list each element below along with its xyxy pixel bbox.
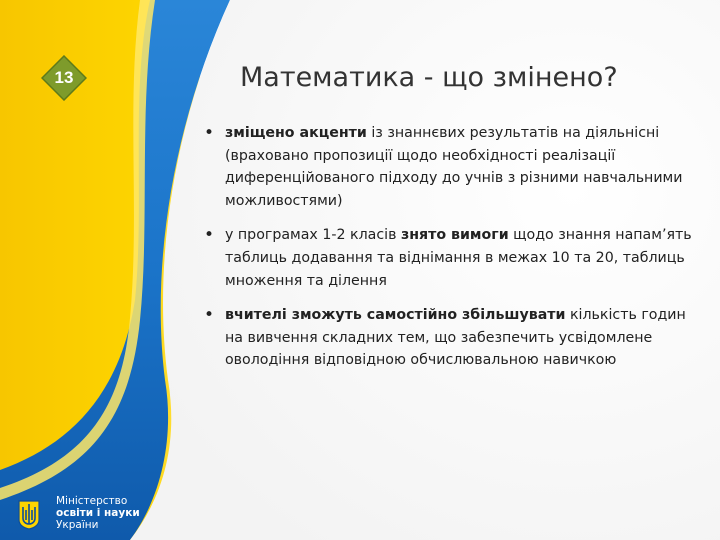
- bullet-list: [200, 122, 705, 384]
- bullet-text: щодо знання напам’ять таблиць додавання та віднімання в межах 10 та 20, таблиць множення та ділення: [225, 227, 692, 289]
- logo-line-1: Міністерство: [56, 495, 128, 507]
- bullet-text: із знаннєвих результатів на діяльнісні (враховано пропозиції щодо необхідності реалізації диференційованого підходу до учнів з різними навчальними можливостями): [225, 125, 683, 209]
- slide-number: 13: [54, 68, 74, 87]
- bullet-bold-text: вчителі зможуть самостійно збільшувати: [225, 307, 566, 324]
- bullet-item: [200, 224, 705, 292]
- logo-line-2: освіти і науки: [56, 507, 140, 519]
- bullet-item: [200, 122, 705, 212]
- trident-icon: [18, 500, 40, 530]
- ministry-logo-text: [56, 495, 156, 531]
- bullet-item: [200, 304, 705, 372]
- slide-title: Математика - що змінено?: [240, 62, 618, 93]
- bullet-text: у програмах 1-2 класів: [225, 227, 401, 244]
- bullet-bold-text: знято вимоги: [400, 227, 509, 244]
- bullet-text: кількість годин на вивчення складних тем, що забезпечить усвідомлене оволодіння відповідною обчислювальною навичкою: [225, 307, 686, 369]
- bullet-bold-text: зміщено акценти: [225, 125, 367, 141]
- logo-line-3: України: [56, 519, 99, 531]
